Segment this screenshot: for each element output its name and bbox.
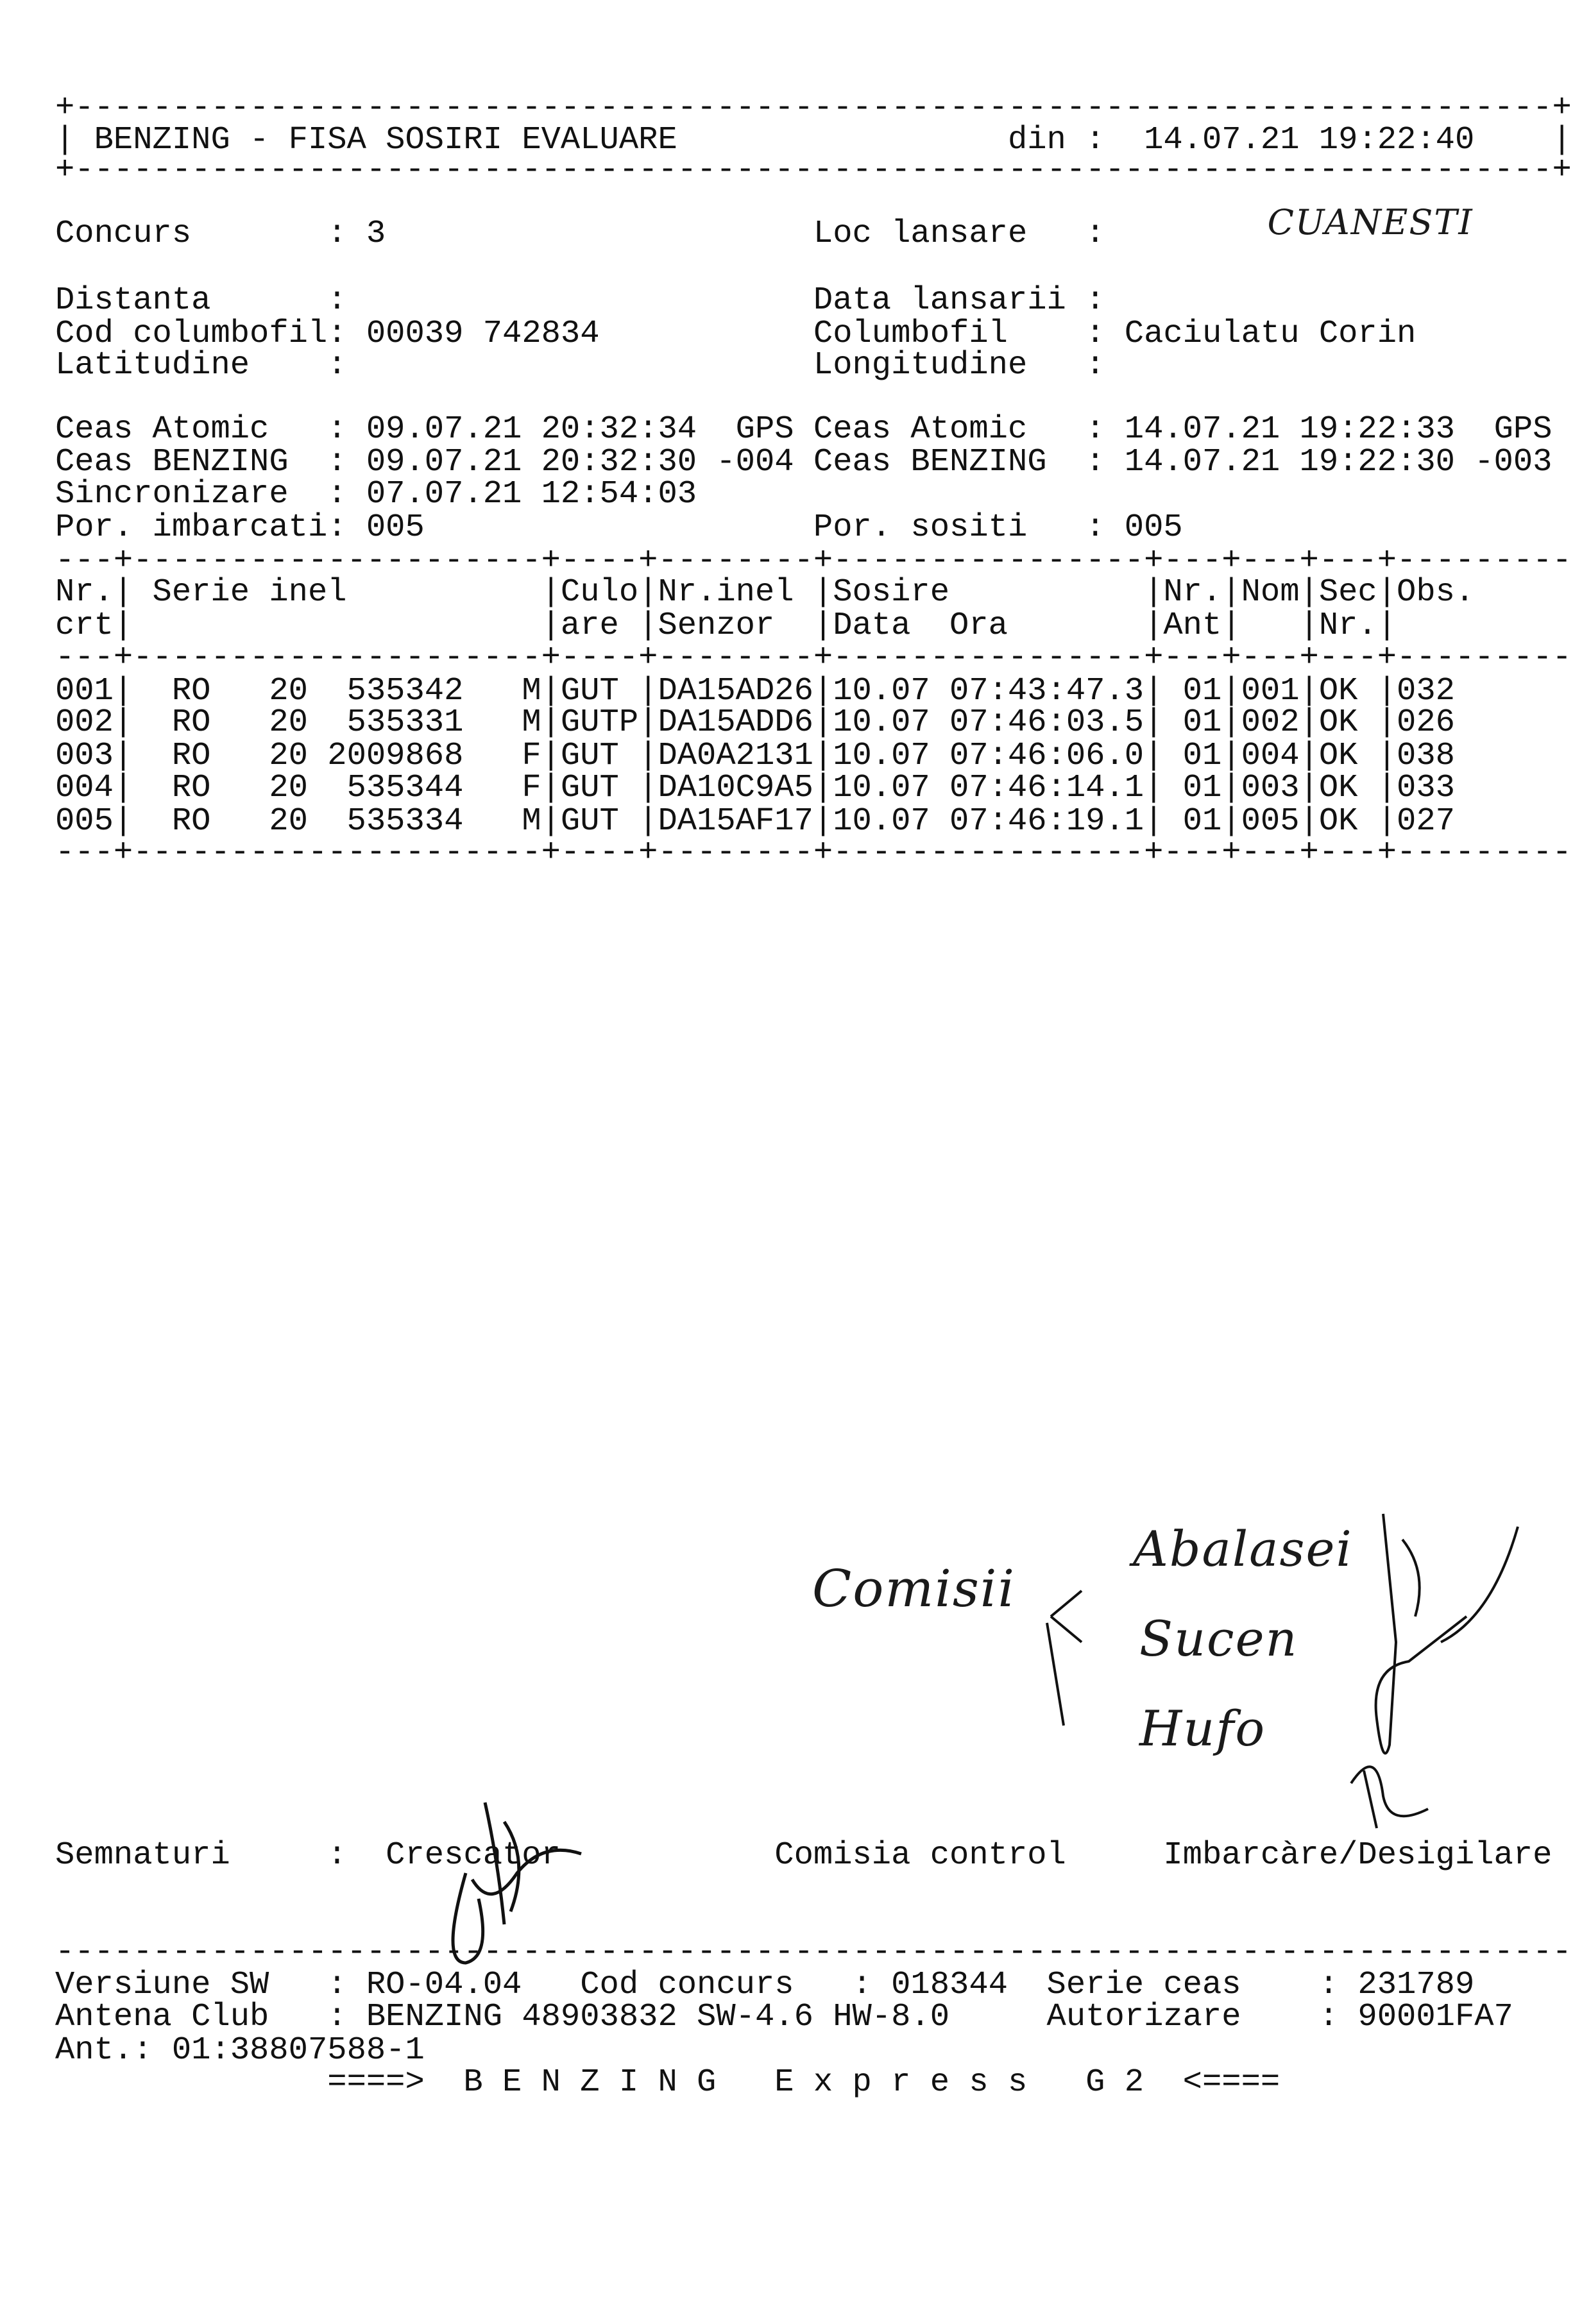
column-divider: | (638, 770, 658, 806)
benzing-label-left: Ceas BENZING (55, 444, 289, 480)
column-divider: | (541, 770, 561, 806)
atomic-suffix-right: GPS (1493, 411, 1553, 448)
cell-sec: OK (1318, 770, 1358, 806)
table-header-row-2 (55, 607, 1582, 644)
header-crt: crt (55, 607, 114, 644)
column-divider: | (1144, 607, 1164, 644)
pigeons-row (55, 509, 1582, 546)
colon: : (327, 509, 347, 546)
colon: : (852, 1967, 872, 2003)
signatures-row (55, 1837, 1582, 1874)
benzing-suffix-right: -003 (1474, 444, 1553, 480)
cell-sex: M (522, 673, 541, 709)
din-value: 14.07.21 19:22:40 (1144, 122, 1475, 158)
cell-nr: 003 (55, 738, 114, 774)
column-divider: | (1221, 607, 1241, 644)
header-border-bottom (55, 152, 1582, 189)
data-lansarii-label: Data lansarii (813, 282, 1066, 319)
table-rule (55, 642, 1582, 674)
autorizare-label: Autorizare (1046, 1999, 1241, 2035)
concurs-row (55, 202, 1582, 252)
concurs-value: 3 (366, 216, 386, 252)
column-divider: | (638, 607, 658, 644)
cell-date: 10.07 (833, 673, 930, 709)
footer-rule (55, 1934, 1582, 1971)
column-divider: | (813, 738, 833, 774)
loc-lansare-handwritten: CUANESTI (1267, 202, 1474, 242)
column-divider: | (541, 673, 561, 709)
header-ant: Nr. (1163, 574, 1222, 611)
cell-country: RO (171, 803, 211, 840)
cell-nr: 002 (55, 704, 114, 741)
autorizare-value: 90001FA7 (1357, 1999, 1513, 2035)
cell-obs: 027 (1397, 803, 1455, 840)
column-divider: | (1221, 803, 1241, 840)
column-divider: | (1377, 574, 1397, 611)
header-data-ora: Data Ora (833, 607, 1008, 644)
cell-color: GUT (560, 738, 619, 774)
cell-sensor: DA10C9A5 (658, 770, 813, 806)
table-row (55, 740, 1582, 772)
column-divider: | (113, 770, 133, 806)
cell-date: 10.07 (833, 738, 930, 774)
benzing-value-left: 09.07.21 20:32:30 (366, 444, 697, 480)
column-divider: | (1377, 607, 1397, 644)
cell-year: 20 (269, 803, 308, 840)
dashed-rule: ---+---------------------+----+--------+----------------+---+---+---+--------- (55, 640, 1572, 676)
antena-label: Antena Club (55, 1999, 269, 2035)
column-divider: | (638, 704, 658, 741)
cell-ant: 01 (1182, 673, 1222, 709)
cell-time: 07:46:06.0 (949, 738, 1144, 774)
dashed-rule: ---+---------------------+----+--------+----------------+---+---+---+--------- (55, 543, 1572, 579)
atomic-row (55, 411, 1582, 448)
page-title: BENZING - FISA SOSIRI EVALUARE (94, 122, 677, 158)
cell-time: 07:43:47.3 (949, 673, 1144, 709)
colon: : (327, 347, 347, 384)
cell-color: GUT (560, 803, 619, 840)
column-divider: | (1144, 738, 1164, 774)
column-divider: | (1299, 770, 1319, 806)
serie-ceas-label: Serie ceas (1046, 1967, 1241, 2003)
colon: : (327, 1999, 347, 2035)
cell-nom: 003 (1241, 770, 1300, 806)
colon: : (1318, 1999, 1339, 2035)
table-row (55, 772, 1582, 804)
column-divider: | (1299, 803, 1319, 840)
table-row (55, 704, 1582, 741)
column-divider: | (1144, 803, 1164, 840)
handwritten-name-2: Sucen (1139, 1610, 1298, 1667)
column-divider: | (541, 607, 561, 644)
column-divider: | (638, 738, 658, 774)
concurs-label: Concurs (55, 216, 192, 252)
colon: : (327, 476, 347, 513)
sync-value: 07.07.21 12:54:03 (366, 476, 697, 513)
column-divider: | (1221, 574, 1241, 611)
header-culoare: Culo (560, 574, 639, 611)
benzing-label-right: Ceas BENZING (813, 444, 1047, 480)
signature-crescator (55, 0, 62, 6)
column-divider: | (1377, 770, 1397, 806)
longitudine-label: Longitudine (813, 347, 1028, 384)
signatures-label: Semnaturi (55, 1837, 230, 1874)
footer-row-3 (55, 2032, 1582, 2069)
cell-time: 07:46:03.5 (949, 704, 1144, 741)
column-divider: | (813, 607, 833, 644)
cell-sex: M (522, 704, 541, 741)
cell-date: 10.07 (833, 803, 930, 840)
serie-ceas-value: 231789 (1357, 1967, 1475, 2003)
cell-sex: F (522, 738, 541, 774)
header-culoare-2: are (560, 607, 619, 644)
table-header-row (55, 574, 1582, 611)
footer-brand (55, 2064, 1582, 2101)
dashed-rule: +----------------------------------------------------------------------------+ (55, 152, 1572, 189)
arrival-sheet (55, 0, 1582, 2250)
cell-ring: 535344 (346, 770, 464, 806)
brand-line: ====> B E N Z I N G E x p r e s s G 2 <==== (327, 2064, 1280, 2101)
columbofil-label: Columbofil (813, 316, 1008, 352)
benzing-suffix-left: -004 (716, 444, 794, 480)
cell-date: 10.07 (833, 704, 930, 741)
cell-country: RO (171, 704, 211, 741)
box-edge: | (1552, 122, 1572, 158)
column-divider: | (113, 673, 133, 709)
column-divider: | (541, 574, 561, 611)
distanta-row (55, 282, 1582, 319)
column-divider: | (541, 738, 561, 774)
loc-lansare-label: Loc lansare (813, 216, 1028, 252)
cell-country: RO (171, 738, 211, 774)
column-divider: | (1377, 803, 1397, 840)
ant-line: Ant.: 01:38807588-1 (55, 2032, 425, 2069)
colon: : (1085, 509, 1105, 546)
cod-concurs-label: Cod concurs (580, 1967, 794, 2003)
versiune-value: RO-04.04 (366, 1967, 522, 2003)
cell-date: 10.07 (833, 770, 930, 806)
column-divider: | (813, 770, 833, 806)
column-divider: | (813, 803, 833, 840)
cell-ant: 01 (1182, 704, 1222, 741)
colon: : (1085, 347, 1105, 384)
box-edge: | (55, 122, 75, 158)
coords-row (55, 347, 1582, 384)
colon: : (327, 444, 347, 480)
column-divider: | (1221, 738, 1241, 774)
column-divider: | (1377, 704, 1397, 741)
dashed-rule: +----------------------------------------------------------------------------+ (55, 90, 1572, 126)
column-divider: | (1299, 738, 1319, 774)
imbarcati-value: 005 (366, 509, 425, 546)
colon: : (1085, 316, 1105, 352)
cell-year: 20 (269, 770, 308, 806)
cell-sex: M (522, 803, 541, 840)
cell-country: RO (171, 770, 211, 806)
cell-nom: 001 (1241, 673, 1300, 709)
column-divider: | (1299, 704, 1319, 741)
cell-nom: 005 (1241, 803, 1300, 840)
cell-color: GUTP (560, 704, 639, 741)
cell-ring: 535334 (346, 803, 464, 840)
handwritten-name-1: Abalasei (1133, 1520, 1353, 1577)
cell-time: 07:46:14.1 (949, 770, 1144, 806)
cell-obs: 032 (1397, 673, 1455, 709)
cell-sensor: DA0A2131 (658, 738, 813, 774)
column-divider: | (1144, 770, 1164, 806)
colon: : (1318, 1967, 1339, 2003)
column-divider: | (1144, 673, 1164, 709)
column-divider: | (1144, 574, 1164, 611)
cell-year: 20 (269, 673, 308, 709)
column-divider: | (113, 574, 133, 611)
latitudine-label: Latitudine (55, 347, 250, 384)
header-sec-2: Nr. (1318, 607, 1377, 644)
table-rule (55, 545, 1582, 577)
cell-sensor: DA15AD26 (658, 673, 813, 709)
cell-sec: OK (1318, 673, 1358, 709)
cod-row (55, 318, 1582, 350)
atomic-suffix-left: GPS (735, 411, 794, 448)
header-sosire: Sosire (833, 574, 950, 611)
cell-sex: F (522, 770, 541, 806)
cell-ring: 535331 (346, 704, 464, 741)
colon: : (1085, 444, 1105, 480)
antena-value: BENZING 48903832 SW-4.6 HW-8.0 (366, 1999, 950, 2035)
column-divider: | (541, 803, 561, 840)
column-divider: | (1144, 704, 1164, 741)
header-senzor: Nr.inel (658, 574, 794, 611)
din-label: din : (1007, 122, 1105, 158)
cell-nom: 004 (1241, 738, 1300, 774)
column-divider: | (113, 607, 133, 644)
cell-ant: 01 (1182, 803, 1222, 840)
cell-ring: 2009868 (327, 738, 464, 774)
cell-obs: 038 (1397, 738, 1455, 774)
header-nom: Nom (1241, 574, 1300, 611)
column-divider: | (1377, 738, 1397, 774)
cod-columbofil-value: 00039 742834 (366, 316, 600, 352)
column-divider: | (813, 673, 833, 709)
benzing-clock-row (55, 446, 1582, 479)
cell-color: GUT (560, 770, 619, 806)
imbarcare-label: Imbarcàre/Desigilare (1163, 1837, 1553, 1874)
header-serie: Serie inel (152, 574, 347, 611)
colon: : (327, 316, 347, 352)
dashed-rule: ------------------------------------------------------------------------------ (55, 1934, 1572, 1971)
imbarcati-label: Por. imbarcati (55, 509, 328, 546)
column-divider: | (813, 574, 833, 611)
atomic-value-right: 14.07.21 19:22:33 (1124, 411, 1455, 448)
sositi-label: Por. sositi (813, 509, 1028, 546)
cell-nr: 004 (55, 770, 114, 806)
cell-sec: OK (1318, 704, 1358, 741)
cell-year: 20 (269, 704, 308, 741)
versiune-label: Versiune SW (55, 1967, 269, 2003)
column-divider: | (638, 574, 658, 611)
colon: : (327, 282, 347, 319)
column-divider: | (1221, 770, 1241, 806)
column-divider: | (813, 704, 833, 741)
cell-sec: OK (1318, 803, 1358, 840)
cell-time: 07:46:19.1 (949, 803, 1144, 840)
sync-row (55, 476, 1582, 513)
cell-ant: 01 (1182, 770, 1222, 806)
comisia-label: Comisia control (774, 1837, 1066, 1874)
column-divider: | (113, 803, 133, 840)
cell-ring: 535342 (346, 673, 464, 709)
sync-label: Sincronizare (55, 476, 289, 513)
column-divider: | (638, 673, 658, 709)
cell-country: RO (171, 673, 211, 709)
header-border-top (55, 92, 1582, 124)
cell-sensor: DA15AF17 (658, 803, 813, 840)
benzing-value-right: 14.07.21 19:22:30 (1124, 444, 1455, 480)
header-sec: Sec (1318, 574, 1377, 611)
column-divider: | (1299, 673, 1319, 709)
cell-sec: OK (1318, 738, 1358, 774)
column-divider: | (541, 704, 561, 741)
column-divider: | (113, 738, 133, 774)
dashed-rule: ---+---------------------+----+--------+----------------+---+---+---+--------- (55, 835, 1572, 871)
column-divider: | (1299, 607, 1319, 644)
colon: : (327, 1967, 347, 2003)
crescator-label: Crescator (386, 1837, 561, 1874)
handwritten-comisii: Comisii (812, 1559, 1016, 1618)
atomic-label-left: Ceas Atomic (55, 411, 269, 448)
table-rule (55, 837, 1582, 869)
column-divider: | (1299, 574, 1319, 611)
column-divider: | (113, 704, 133, 741)
atomic-value-left: 09.07.21 20:32:34 (366, 411, 697, 448)
header-nr: Nr. (55, 574, 114, 611)
cell-ant: 01 (1182, 738, 1222, 774)
cell-nr: 005 (55, 803, 114, 840)
colon: : (327, 1837, 347, 1874)
atomic-label-right: Ceas Atomic (813, 411, 1028, 448)
sositi-value: 005 (1124, 509, 1183, 546)
colon: : (327, 411, 347, 448)
cell-color: GUT (560, 673, 619, 709)
header-obs: Obs. (1397, 574, 1475, 611)
cell-nom: 002 (1241, 704, 1300, 741)
header-senzor-2: Senzor (658, 607, 775, 644)
footer-row-2 (55, 2001, 1582, 2033)
colon: : (1085, 216, 1105, 252)
column-divider: | (1221, 673, 1241, 709)
colon: : (1085, 282, 1105, 319)
header-ant-2: Ant (1163, 607, 1222, 644)
cell-nr: 001 (55, 673, 114, 709)
table-row (55, 803, 1582, 840)
colon: : (1085, 411, 1105, 448)
table-row (55, 675, 1582, 708)
cell-year: 20 (269, 738, 308, 774)
cell-obs: 033 (1397, 770, 1455, 806)
distanta-label: Distanta (55, 282, 211, 319)
cod-concurs-value: 018344 (891, 1967, 1008, 2003)
column-divider: | (1221, 704, 1241, 741)
columbofil-value: Caciulatu Corin (1124, 316, 1417, 352)
cell-sensor: DA15ADD6 (658, 704, 813, 741)
cod-columbofil-label: Cod columbofil (55, 316, 328, 352)
column-divider: | (638, 803, 658, 840)
cell-obs: 026 (1397, 704, 1455, 741)
footer-row-1 (55, 1969, 1582, 2001)
handwritten-name-3: Hufo (1139, 1700, 1266, 1757)
column-divider: | (1377, 673, 1397, 709)
colon: : (327, 216, 347, 252)
